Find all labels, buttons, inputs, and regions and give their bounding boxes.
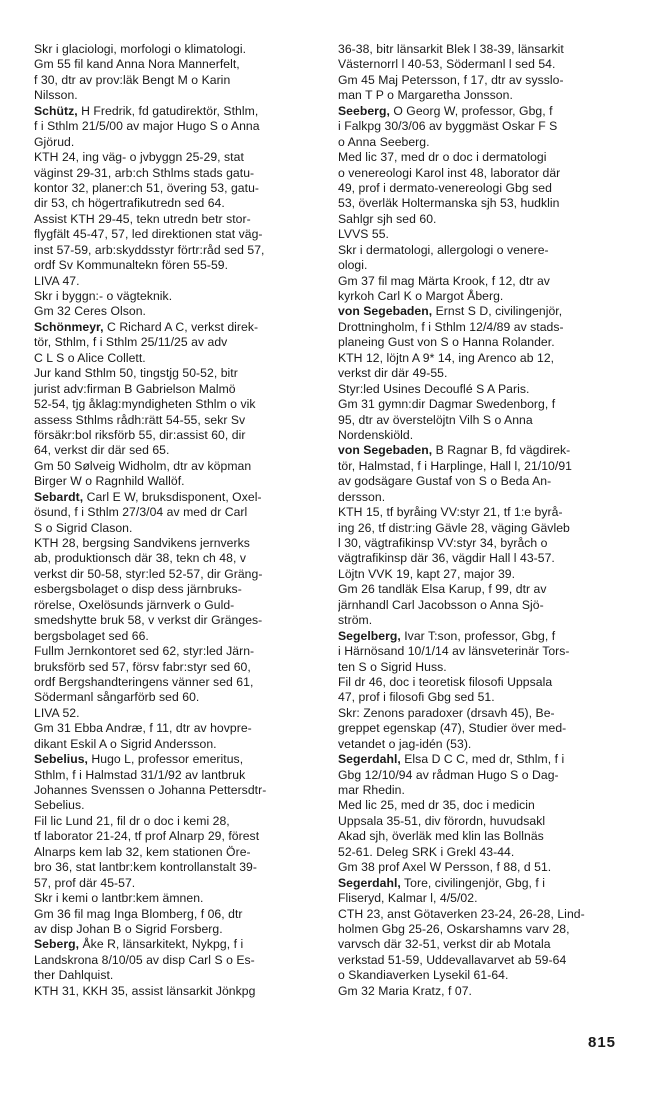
- line-text: Gm 26 tandläk Elsa Karup, f 99, dtr av: [338, 582, 547, 597]
- right-column: [338, 42, 638, 999]
- text-line: [338, 196, 638, 211]
- line-text: Drottningholm, f i Sthlm 12/4/89 av stads-: [338, 319, 564, 334]
- text-line: [338, 181, 638, 196]
- line-text: Södermanl sångarförb sed 60.: [34, 690, 200, 705]
- page-number: 815: [588, 1034, 617, 1051]
- text-line: [34, 212, 334, 227]
- text-line: [338, 907, 638, 922]
- line-text: rörelse, Oxelösunds järnverk o Guld-: [34, 597, 235, 612]
- line-text: ösund, f i Sthlm 27/3/04 av med dr Carl: [34, 505, 248, 520]
- line-text: Sebelius.: [34, 798, 85, 813]
- text-line: [338, 258, 638, 273]
- line-text: verkst dir 50-58, styr:led 52-57, dir Gräng-: [34, 566, 263, 581]
- text-line: [338, 274, 638, 289]
- line-text: Alnarps kem lab 32, kem stationen Öre-: [34, 844, 251, 859]
- entry-name: Segelberg,: [338, 628, 401, 643]
- line-text: dir 53, ch högertrafikutredn sed 64.: [34, 196, 225, 211]
- line-text: Skr i kemi o lantbr:kem ämnen.: [34, 891, 204, 906]
- line-text: Nilsson.: [34, 88, 78, 103]
- line-text: B Ragnar B, fd vägdirek-: [432, 443, 571, 458]
- text-line: [338, 660, 638, 675]
- text-line: [338, 968, 638, 983]
- line-text: i Härnösand 10/1/14 av länsveterinär Tors-: [338, 644, 570, 659]
- line-text: KTH 15, tf byråing VV:styr 21, tf 1:e byrå-: [338, 505, 563, 520]
- text-line: [34, 181, 334, 196]
- text-line: [34, 382, 334, 397]
- line-text: mar Rhedin.: [338, 783, 405, 797]
- line-text: 52-61. Deleg SRK i Grekl 43-44.: [338, 844, 515, 859]
- text-line: [34, 73, 334, 88]
- line-text: smedshytte bruk 58, v verkst dir Gränges-: [34, 613, 263, 628]
- line-text: verkst dir där 49-55.: [338, 366, 448, 381]
- line-text: Elsa D C C, med dr, Sthlm, f i: [400, 752, 565, 767]
- text-line: [338, 212, 638, 227]
- text-line: [34, 289, 334, 304]
- text-line: [34, 443, 334, 458]
- line-text: tör, Sthlm, f i Sthlm 25/11/25 av adv: [34, 335, 228, 350]
- line-text: tör, Halmstad, f i Harplinge, Hall l, 21/10/91: [338, 458, 572, 473]
- line-text: Skr i glaciologi, morfologi o klimatologi.: [34, 42, 247, 56]
- text-line: [34, 490, 334, 505]
- line-text: 49, prof i dermato-venereologi Gbg sed: [338, 180, 552, 195]
- text-line: [34, 459, 334, 474]
- line-text: Ernst S D, civilingenjör,: [432, 304, 563, 319]
- text-line: [34, 613, 334, 628]
- text-line: [34, 42, 334, 57]
- line-text: Gm 36 fil mag Inga Blomberg, f 06, dtr: [34, 906, 243, 921]
- line-text: LIVA 52.: [34, 705, 80, 720]
- line-text: f i Sthlm 21/5/00 av major Hugo S o Anna: [34, 119, 260, 134]
- text-line: [338, 876, 638, 891]
- line-text: Fullm Jernkontoret sed 62, styr:led Järn-: [34, 644, 255, 659]
- line-text: dikant Eskil A o Sigrid Andersson.: [34, 736, 217, 751]
- line-text: O Georg W, professor, Gbg, f: [389, 103, 553, 118]
- line-text: Sahlgr sjh sed 60.: [338, 211, 437, 226]
- entry-name: Segerdahl,: [338, 752, 401, 767]
- text-line: [338, 304, 638, 319]
- line-text: varvsch där 32-51, verkst dir ab Motala: [338, 937, 551, 952]
- entry-name: Schönmeyr,: [34, 319, 104, 334]
- text-line: [34, 737, 334, 752]
- text-line: [338, 675, 638, 690]
- text-line: [338, 891, 638, 906]
- text-line: [338, 42, 638, 57]
- text-line: [34, 675, 334, 690]
- text-line: [338, 752, 638, 767]
- line-text: assess Sthlms rådh:rätt 54-55, sekr Sv: [34, 412, 246, 427]
- line-text: CTH 23, anst Götaverken 23-24, 26-28, Lind-: [338, 906, 585, 921]
- entry-name: Sebardt,: [34, 489, 84, 504]
- text-line: [338, 721, 638, 736]
- text-line: [34, 598, 334, 613]
- line-text: KTH 12, löjtn A 9* 14, ing Arenco ab 12,: [338, 350, 555, 365]
- text-line: [34, 907, 334, 922]
- text-line: [338, 289, 638, 304]
- text-line: [34, 845, 334, 860]
- entry-name: Schütz,: [34, 103, 78, 118]
- text-line: [34, 474, 334, 489]
- text-line: [34, 551, 334, 566]
- line-text: Skr i dermatologi, allergologi o venere-: [338, 242, 549, 257]
- line-text: bergsbolaget sed 66.: [34, 628, 149, 643]
- line-text: Skr i byggn:- o vägteknik.: [34, 289, 173, 303]
- text-line: [34, 521, 334, 536]
- text-line: [338, 551, 638, 566]
- text-line: [338, 768, 638, 783]
- text-line: [34, 366, 334, 381]
- entry-name: von Segebaden,: [338, 304, 433, 319]
- line-text: ordf Sv Kommunaltekn fören 55-59.: [34, 258, 229, 273]
- line-text: LIVA 47.: [34, 273, 80, 288]
- line-text: Assist KTH 29-45, tekn utredn betr stor-: [34, 211, 251, 226]
- text-line: [338, 860, 638, 875]
- line-text: C L S o Alice Collett.: [34, 350, 146, 365]
- text-line: [338, 706, 638, 721]
- line-text: Akad sjh, överläk med klin las Bollnäs: [338, 829, 544, 844]
- line-text: Gm 31 Ebba Andræ, f 11, dtr av hovpre-: [34, 721, 252, 736]
- line-text: Jur kand Sthlm 50, tingstjg 50-52, bitr: [34, 366, 238, 381]
- line-text: esbergsbolaget o disp dess järnbruks-: [34, 582, 242, 597]
- line-text: LVVS 55.: [338, 227, 389, 242]
- line-text: Gm 37 fil mag Märta Krook, f 12, dtr av: [338, 273, 550, 288]
- text-line: [34, 690, 334, 705]
- line-text: 64, verkst dir där sed 65.: [34, 443, 170, 458]
- line-text: kontor 32, planer:ch 51, övering 53, gatu-: [34, 180, 260, 195]
- text-line: [34, 829, 334, 844]
- entry-name: Segerdahl,: [338, 875, 401, 890]
- text-line: [34, 150, 334, 165]
- line-text: Birger W o Ragnhild Wallöf.: [34, 474, 185, 489]
- text-line: [34, 984, 334, 999]
- line-text: Johannes Svenssen o Johanna Pettersdtr-: [34, 783, 267, 797]
- line-text: planeing Gust von S o Hanna Rolander.: [338, 335, 555, 350]
- text-line: [34, 814, 334, 829]
- text-line: [34, 644, 334, 659]
- text-line: [34, 258, 334, 273]
- text-line: [338, 474, 638, 489]
- entry-name: von Segebaden,: [338, 443, 433, 458]
- line-text: 36-38, bitr länsarkit Blek l 38-39, länsarkit: [338, 42, 564, 56]
- text-line: [338, 88, 638, 103]
- text-line: [34, 706, 334, 721]
- line-text: Uppsala 35-51, div förordn, huvudsakl: [338, 813, 546, 828]
- text-line: [34, 227, 334, 242]
- line-text: Gjörud.: [34, 134, 75, 149]
- line-text: greppet egenskap (47), Studier över med-: [338, 721, 567, 736]
- line-text: C Richard A C, verkst direk-: [103, 319, 259, 334]
- text-line: [34, 953, 334, 968]
- line-text: o Anna Seeberg.: [338, 134, 430, 149]
- line-text: H Fredrik, fd gatudirektör, Sthlm,: [77, 103, 259, 118]
- line-text: Åke R, länsarkitekt, Nykpg, f i: [79, 937, 244, 952]
- text-line: [338, 829, 638, 844]
- text-line: [34, 922, 334, 937]
- line-text: ologi.: [338, 258, 368, 273]
- line-text: o venereologi Karol inst 48, laborator där: [338, 165, 561, 180]
- line-text: vägtrafikinsp där 36, vägdir Hall l 43-57.: [338, 551, 555, 566]
- line-text: Fliseryd, Kalmar l, 4/5/02.: [338, 891, 478, 906]
- text-line: [338, 366, 638, 381]
- text-line: [338, 243, 638, 258]
- line-text: Fil lic Lund 21, fil dr o doc i kemi 28,: [34, 813, 230, 828]
- line-text: Löjtn VVK 19, kapt 27, major 39.: [338, 566, 516, 581]
- line-text: ström.: [338, 613, 373, 628]
- text-line: [338, 937, 638, 952]
- line-text: Ivar T:son, professor, Gbg, f: [400, 628, 556, 643]
- text-line: [34, 567, 334, 582]
- line-text: bro 36, stat lantbr:kem kontrollanstalt 39-: [34, 860, 257, 875]
- text-line: [338, 783, 638, 798]
- line-text: 52-54, tjg åklag:myndigheten Sthlm o vik: [34, 397, 256, 412]
- text-line: [34, 660, 334, 675]
- line-text: vetandet o jag-idén (53).: [338, 736, 472, 751]
- line-text: holmen Gbg 25-26, Oskarshamns varv 28,: [338, 921, 570, 936]
- text-line: [34, 582, 334, 597]
- line-text: ten S o Sigrid Huss.: [338, 659, 447, 674]
- text-line: [338, 613, 638, 628]
- text-line: [34, 104, 334, 119]
- text-line: [338, 382, 638, 397]
- entry-name: Seeberg,: [338, 103, 390, 118]
- line-text: dersson.: [338, 489, 386, 504]
- text-line: [338, 119, 638, 134]
- line-text: 53, överläk Holtermanska sjh 53, hudklin: [338, 196, 560, 211]
- line-text: Carl E W, bruksdisponent, Oxel-: [83, 489, 262, 504]
- text-line: [34, 119, 334, 134]
- text-line: [338, 135, 638, 150]
- text-line: [338, 166, 638, 181]
- text-line: [34, 721, 334, 736]
- text-line: [34, 798, 334, 813]
- text-line: [338, 351, 638, 366]
- text-line: [338, 845, 638, 860]
- text-line: [338, 629, 638, 644]
- line-text: l 30, vägtrafikinsp VV:styr 34, byråch o: [338, 536, 548, 550]
- text-line: [34, 320, 334, 335]
- text-line: [338, 521, 638, 536]
- line-text: järnhandl Carl Jacobsson o Anna Sjö-: [338, 597, 544, 612]
- line-text: Sthlm, f i Halmstad 31/1/92 av lantbruk: [34, 767, 246, 782]
- text-line: [34, 768, 334, 783]
- line-text: försäkr:bol riksförb 55, dir:assist 60, dir: [34, 427, 246, 442]
- line-text: Med lic 25, med dr 35, doc i medicin: [338, 798, 535, 813]
- text-line: [338, 984, 638, 999]
- text-line: [338, 798, 638, 813]
- line-text: ab, produktionsch där 38, tekn ch 48, v: [34, 551, 246, 566]
- text-line: [338, 397, 638, 412]
- line-text: tf laborator 21-24, tf prof Alnarp 29, förest: [34, 829, 260, 844]
- text-line: [338, 922, 638, 937]
- text-line: [34, 397, 334, 412]
- line-text: Gm 32 Ceres Olson.: [34, 304, 146, 319]
- text-line: [34, 196, 334, 211]
- text-line: [34, 536, 334, 551]
- text-line: [34, 166, 334, 181]
- text-line: [338, 536, 638, 551]
- line-text: 57, prof där 45-57.: [34, 875, 136, 890]
- line-text: kyrkoh Carl K o Margot Åberg.: [338, 289, 504, 303]
- line-text: Gm 45 Maj Petersson, f 17, dtr av sysslo-: [338, 72, 564, 87]
- line-text: Landskrona 8/10/05 av disp Carl S o Es-: [34, 952, 255, 967]
- line-text: Västernorrl l 40-53, Södermanl l sed 54.: [338, 57, 556, 72]
- line-text: väginst 29-31, arb:ch Sthlms stads gatu-: [34, 165, 255, 180]
- text-line: [34, 88, 334, 103]
- line-text: Gm 55 fil kand Anna Nora Mannerfelt,: [34, 57, 240, 72]
- text-line: [34, 783, 334, 798]
- line-text: KTH 24, ing väg- o jvbyggn 25-29, stat: [34, 150, 244, 165]
- line-text: man T P o Margaretha Jonsson.: [338, 88, 513, 103]
- text-line: [338, 582, 638, 597]
- line-text: verkstad 51-59, Uddevallavarvet ab 59-64: [338, 952, 567, 967]
- line-text: 47, prof i filosofi Gbg sed 51.: [338, 690, 495, 705]
- entry-name: Sebelius,: [34, 752, 88, 767]
- text-line: [338, 150, 638, 165]
- text-line: [34, 629, 334, 644]
- text-line: [338, 413, 638, 428]
- text-line: [338, 644, 638, 659]
- line-text: i Falkpg 30/3/06 av byggmäst Oskar F S: [338, 119, 558, 134]
- text-line: [34, 505, 334, 520]
- text-line: [34, 335, 334, 350]
- line-text: ther Dahlquist.: [34, 968, 114, 983]
- line-text: KTH 28, bergsing Sandvikens jernverks: [34, 536, 250, 550]
- text-line: [338, 57, 638, 72]
- text-line: [338, 459, 638, 474]
- text-line: [338, 567, 638, 582]
- line-text: Tore, civilingenjör, Gbg, f i: [400, 875, 546, 890]
- line-text: f 30, dtr av prov:läk Bengt M o Karin: [34, 72, 231, 87]
- line-text: Fil dr 46, doc i teoretisk filosofi Uppsala: [338, 674, 553, 689]
- left-column: [34, 42, 334, 999]
- text-line: [338, 335, 638, 350]
- text-line: [34, 968, 334, 983]
- line-text: inst 57-59, arb:skyddsstyr förtr:råd sed 57,: [34, 242, 265, 257]
- text-line: [338, 428, 638, 443]
- text-line: [338, 320, 638, 335]
- text-line: [34, 937, 334, 952]
- text-line: [338, 814, 638, 829]
- line-text: Gm 38 prof Axel W Persson, f 88, d 51.: [338, 860, 552, 875]
- text-line: [34, 413, 334, 428]
- text-line: [34, 891, 334, 906]
- line-text: av disp Johan B o Sigrid Forsberg.: [34, 921, 223, 936]
- line-text: Skr: Zenons paradoxer (drsavh 45), Be-: [338, 705, 555, 720]
- text-line: [34, 428, 334, 443]
- text-line: [34, 243, 334, 258]
- text-line: [338, 104, 638, 119]
- line-text: bruksförb sed 57, försv fabr:styr sed 60,: [34, 659, 251, 674]
- line-text: flygfält 45-47, 57, led direktionen stat väg-: [34, 227, 263, 242]
- text-line: [338, 227, 638, 242]
- text-line: [338, 505, 638, 520]
- line-text: ordf Bergshandteringens vänner sed 61,: [34, 674, 254, 689]
- entry-name: Seberg,: [34, 937, 80, 952]
- text-line: [338, 73, 638, 88]
- line-text: jurist adv:firman B Gabrielson Malmö: [34, 381, 236, 396]
- line-text: Gm 50 Sølveig Widholm, dtr av köpman: [34, 458, 252, 473]
- line-text: av godsägare Gustaf von S o Beda An-: [338, 474, 552, 489]
- text-line: [338, 737, 638, 752]
- line-text: Med lic 37, med dr o doc i dermatologi: [338, 150, 547, 165]
- line-text: ing 26, tf distr:ing Gävle 28, väging Gävleb: [338, 520, 570, 535]
- line-text: Gbg 12/10/94 av rådman Hugo S o Dag-: [338, 767, 559, 782]
- text-line: [338, 598, 638, 613]
- line-text: Hugo L, professor emeritus,: [87, 752, 244, 767]
- text-line: [338, 443, 638, 458]
- text-line: [34, 351, 334, 366]
- line-text: Styr:led Usines Decouflé S A Paris.: [338, 381, 530, 396]
- line-text: Gm 31 gymn:dir Dagmar Swedenborg, f: [338, 397, 556, 412]
- text-line: [34, 274, 334, 289]
- text-line: [338, 953, 638, 968]
- text-line: [338, 690, 638, 705]
- line-text: S o Sigrid Clason.: [34, 520, 133, 535]
- text-line: [34, 57, 334, 72]
- text-line: [34, 876, 334, 891]
- line-text: o Skandiaverken Lysekil 61-64.: [338, 968, 509, 983]
- text-line: [34, 752, 334, 767]
- text-line: [34, 304, 334, 319]
- text-line: [34, 860, 334, 875]
- line-text: 95, dtr av överstelöjtn Vilh S o Anna: [338, 412, 533, 427]
- line-text: KTH 31, KKH 35, assist länsarkit Jönkpg: [34, 983, 256, 998]
- text-line: [338, 490, 638, 505]
- line-text: Gm 32 Maria Kratz, f 07.: [338, 983, 472, 998]
- text-line: [34, 135, 334, 150]
- line-text: Nordenskiöld.: [338, 427, 414, 442]
